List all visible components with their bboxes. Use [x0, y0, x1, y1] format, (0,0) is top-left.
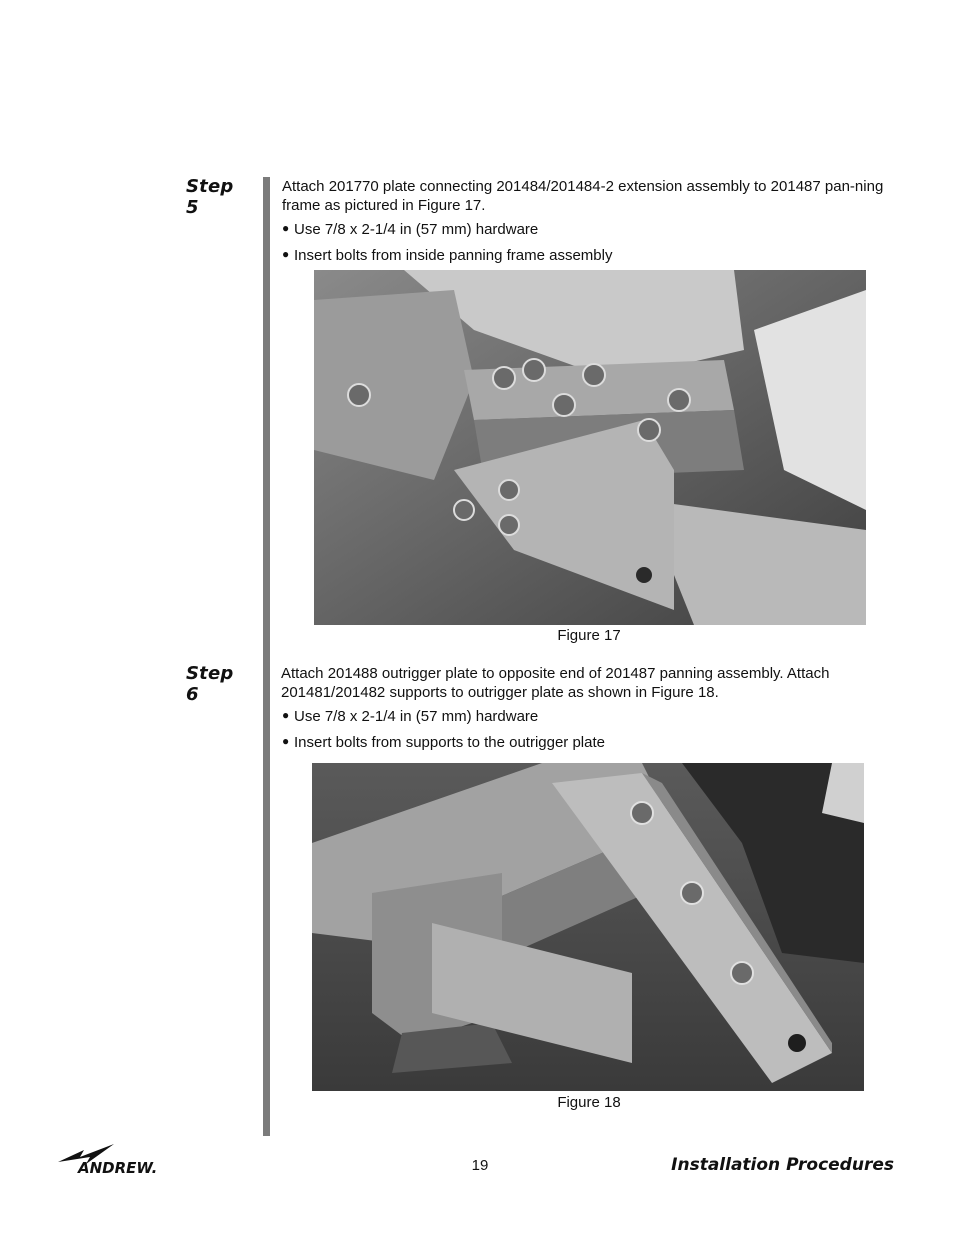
step-5-text: Attach 201770 plate connecting 201484/201484-2 extension assembly to 201487 pan-ning frame as pictured in Figure 17. — [282, 178, 884, 214]
vertical-rule — [263, 177, 270, 1136]
andrew-logo — [56, 1142, 176, 1176]
figure-17-caption: Figure 17 — [557, 627, 621, 644]
step-6-text: Attach 201488 outrigger plate to opposite end of 201487 panning assembly. Attach 201481/201482 supports to outrigger plate as shown in Figure 18. — [281, 665, 830, 701]
figure-18-photo — [312, 763, 864, 1091]
bullet-text: Insert bolts from supports to the outrigger plate — [294, 734, 605, 751]
step-6-bullet-2 — [282, 732, 605, 752]
bullet-icon: ● — [282, 708, 290, 722]
bullet-icon: ● — [282, 734, 290, 748]
bullet-text: Use 7/8 x 2-1/4 in (57 mm) hardware — [294, 708, 539, 725]
bullet-icon: ● — [282, 247, 290, 261]
step-6-label: Step 6 — [186, 663, 234, 705]
bullet-icon: ● — [282, 221, 290, 235]
section-title: Installation Procedures — [671, 1155, 894, 1175]
figure-18-caption: Figure 18 — [557, 1094, 621, 1111]
step-6-bullet-1 — [282, 706, 538, 726]
step-5-bullet-1 — [282, 219, 538, 239]
step-5-label: Step 5 — [186, 176, 234, 218]
step-5-bullet-2 — [282, 245, 612, 265]
bullet-text: Use 7/8 x 2-1/4 in (57 mm) hardware — [294, 221, 539, 238]
logo-text: ANDREW. — [78, 1159, 158, 1176]
bullet-text: Insert bolts from inside panning frame assembly — [294, 247, 613, 264]
figure-17-photo — [314, 270, 866, 625]
page-number: 19 — [471, 1157, 489, 1174]
